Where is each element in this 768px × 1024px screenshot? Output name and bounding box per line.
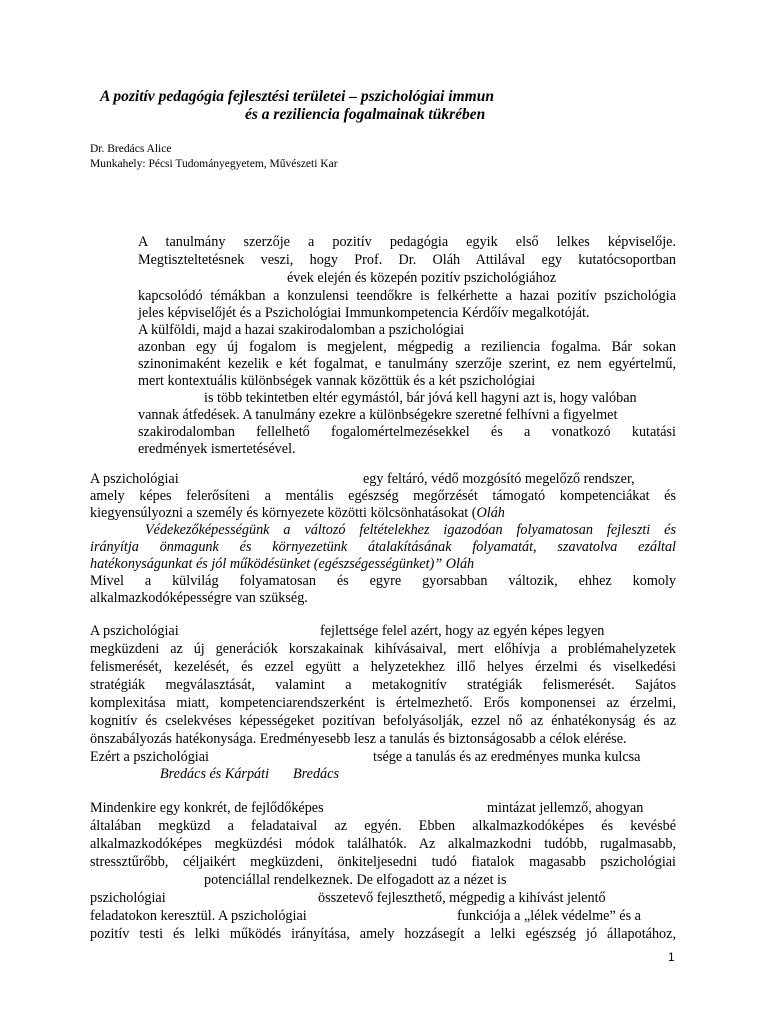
citation: Bredács és Kárpáti [160, 766, 270, 782]
body-text: kognitív és cselekvéses képességeket pozitívan befolyásolják, ezzel nő az énhatékonyság és az [90, 713, 676, 729]
body-text: Mindenkire egy konkrét, de fejlődőképes [90, 800, 324, 816]
body-text: tsége a tanulás és az eredményes munka kulcsa [373, 749, 641, 765]
title-line-1: A pozitív pedagógia fejlesztési területei – pszichológiai immun [100, 88, 494, 105]
quote-text: irányítja önmagunk és környezetünk átalakításának folyamatát, szavatolva ezáltal [90, 539, 676, 555]
body-text: alkalmazkodóképességre van szükség. [90, 590, 308, 606]
body-text: fejlettsége felel azért, hogy az egyén képes legyen [320, 623, 605, 639]
body-text: feladatokon keresztül. A pszichológiai [90, 908, 307, 924]
abstract-line: azonban egy új fogalom is megjelent, mégpedig a reziliencia fogalma. Bár sokan [138, 339, 676, 355]
abstract-line: vannak átfedések. A tanulmány ezekre a különbségekre szeretné felhívni a figyelmet [138, 407, 618, 423]
abstract-line: eredmények ismertetésével. [138, 441, 296, 457]
body-text: A pszichológiai [90, 471, 179, 487]
body-text: mintázat jellemző, ahogyan [487, 800, 644, 816]
abstract-line: szakirodalomban fellelhető fogalomértelmezésekkel és a vonatkozó kutatási [138, 424, 676, 440]
body-text: Mivel a külvilág folyamatosan és egyre gyorsabban változik, ehhez komoly [90, 573, 676, 589]
title-line-2: és a reziliencia fogalmainak tükrében [245, 106, 486, 123]
abstract-line: mert kontextuális különbségek vannak közöttük és a két pszichológiai [138, 373, 536, 389]
author-name: Dr. Bredács Alice [90, 143, 172, 155]
abstract-line: is több tekintetben eltér egymástól, bár jóvá kell hagyni azt is, hogy valóban [204, 390, 637, 406]
body-text: Ezért a pszichológiai [90, 749, 209, 765]
body-text: stratégiák megválasztását, valamint a metakognitív stratégiák felismerését. Sajátos [90, 677, 676, 693]
abstract-line: A tanulmány szerzője a pozitív pedagógia egyik első lelkes képviselője. [138, 234, 676, 250]
page-number: 1 [668, 950, 675, 964]
abstract-line: Megtiszteltetésnek veszi, hogy Prof. Dr. Oláh Attilával egy kutatócsoportban [138, 252, 676, 268]
body-text: amely képes felerősíteni a mentális egészség megőrzését támogató kompetenciákat és [90, 488, 676, 504]
author-workplace: Munkahely: Pécsi Tudományegyetem, Művészeti Kar [90, 158, 338, 170]
abstract-line: A külföldi, majd a hazai szakirodalomban a pszichológiai [138, 322, 465, 338]
document-title [100, 88, 660, 124]
abstract-line: szinonimaként kezelik e két fogalmat, e tanulmány szerzője szerint, ez nem egyértelmű, [138, 356, 676, 372]
body-text: összetevő fejleszthető, mégpedig a kihívást jelentő [318, 890, 606, 906]
body-text: alkalmazkodóképes megküzdési módok találhatók. Az alkalmazkodni tudóbb, rugalmasabb, [90, 836, 676, 852]
body-text: önszabályozás hatékonysága. Eredményesebb lesz a tanulás és biztonságosabb a célok elérése. [90, 731, 627, 747]
body-text: egy feltáró, védő mozgósító megelőző rendszer, [363, 471, 635, 487]
body-text: felismerését, kezelését, és ezzel együtt a helyzetekhez illő helyes érzelmi és viselkedési [90, 659, 676, 675]
body-text: pszichológiai [90, 890, 166, 906]
body-text: funkciója a „lélek védelme” és a [457, 908, 641, 924]
body-text: megküzdeni az új generációk korszakainak kihívásaival, mert előhívja a problémahelyzetek [90, 641, 676, 657]
body-text: A pszichológiai [90, 623, 179, 639]
body-text: kiegyensúlyozni a személy és környezete közötti kölcsönhatásokat (Oláh [90, 505, 505, 521]
quote-text: Védekezőképességünk a változó feltételekhez igazodóan folyamatosan fejleszti és [145, 522, 676, 538]
quote-text: hatékonyságunkat és jól működésünket (egészségességünket)” Oláh [90, 556, 475, 572]
body-text: stressztűrőbb, céljaikért megküzdeni, önkiteljesedni tudó fiatalok magasabb pszichológiai [90, 854, 676, 870]
abstract-line: évek elején és közepén pozitív pszichológiához [287, 270, 557, 286]
body-text: pozitív testi és lelki működés irányítása, amely hozzásegít a lelki egészség jó állapotához, [90, 926, 676, 942]
body-text: általában megküzd a feladataival az egyén. Ebben alkalmazkodóképes és kevésbé [90, 818, 676, 834]
citation: Bredács [293, 766, 339, 782]
body-text: komplexitása miatt, kompetenciarendszerként is értelmezhető. Erős komponensei az érzelmi, [90, 695, 676, 711]
abstract-line: jeles képviselőjét és a Pszichológiai Immunkompetencia Kérdőív megalkotóját. [138, 305, 590, 321]
abstract-line: kapcsolódó témákban a konzulensi teendőkre is felkérhette a hazai pozitív pszichológia [138, 288, 676, 304]
body-text: potenciállal rendelkeznek. De elfogadott az a nézet is [204, 872, 507, 888]
